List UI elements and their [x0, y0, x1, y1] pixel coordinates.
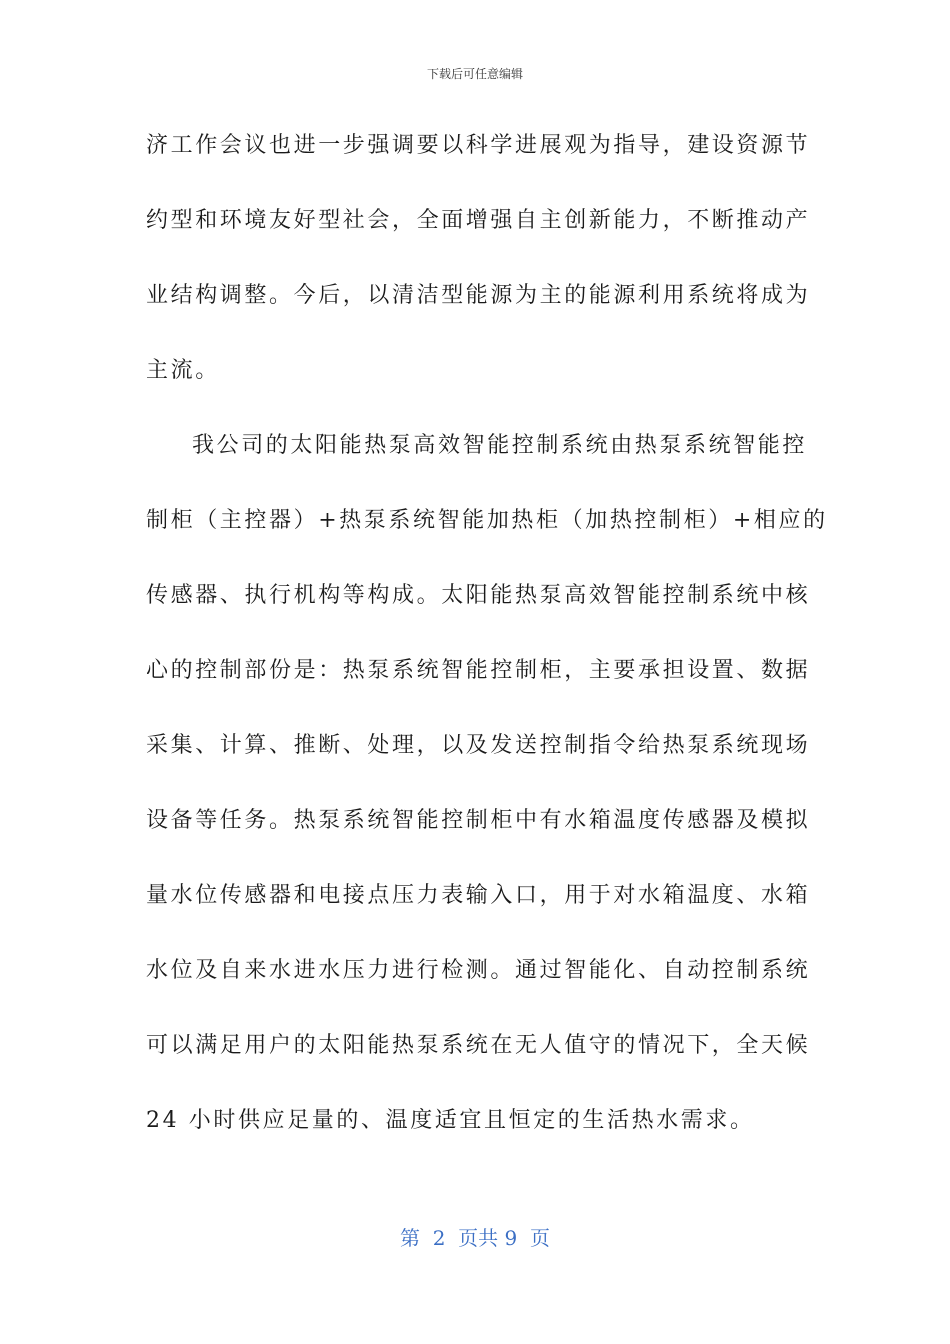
paragraph-2-line: 我公司的太阳能热泵高效智能控制系统由热泵系统智能控 [192, 433, 808, 458]
paragraph-2-line: 制柜（主控器）+热泵系统智能加热柜（加热控制柜）+相应的 [146, 508, 828, 533]
document-body [146, 124, 828, 1174]
paragraph-2-line: 24 小时供应足量的、温度适宜且恒定的生活热水需求。 [146, 1108, 755, 1133]
page-header: 下载后可任意编辑 [426, 67, 523, 81]
page-number-footer: 第 2 页共 9 页 [400, 1226, 550, 1250]
paragraph-1-line: 济工作会议也进一步强调要以科学进展观为指导，建设资源节 [146, 133, 811, 158]
paragraph-2-line: 可以满足用户的太阳能热泵系统在无人值守的情况下，全天候 [146, 1033, 811, 1058]
paragraph-1-line: 约型和环境友好型社会，全面增强自主创新能力，不断推动产 [146, 208, 811, 233]
paragraph-1-line: 业结构调整。今后，以清洁型能源为主的能源利用系统将成为 [146, 283, 811, 308]
paragraph-2-line: 心的控制部份是：热泵系统智能控制柜，主要承担设置、数据 [146, 658, 811, 683]
paragraph-2-line: 量水位传感器和电接点压力表输入口，用于对水箱温度、水箱 [146, 883, 811, 908]
paragraph-2-line: 设备等任务。热泵系统智能控制柜中有水箱温度传感器及模拟 [146, 808, 811, 833]
paragraph-2-line: 采集、计算、推断、处理，以及发送控制指令给热泵系统现场 [146, 733, 811, 758]
paragraph-1-line: 主流。 [146, 358, 220, 383]
paragraph-2-line: 传感器、执行机构等构成。太阳能热泵高效智能控制系统中核 [146, 583, 811, 608]
paragraph-2-line: 水位及自来水进水压力进行检测。通过智能化、自动控制系统 [146, 958, 811, 983]
